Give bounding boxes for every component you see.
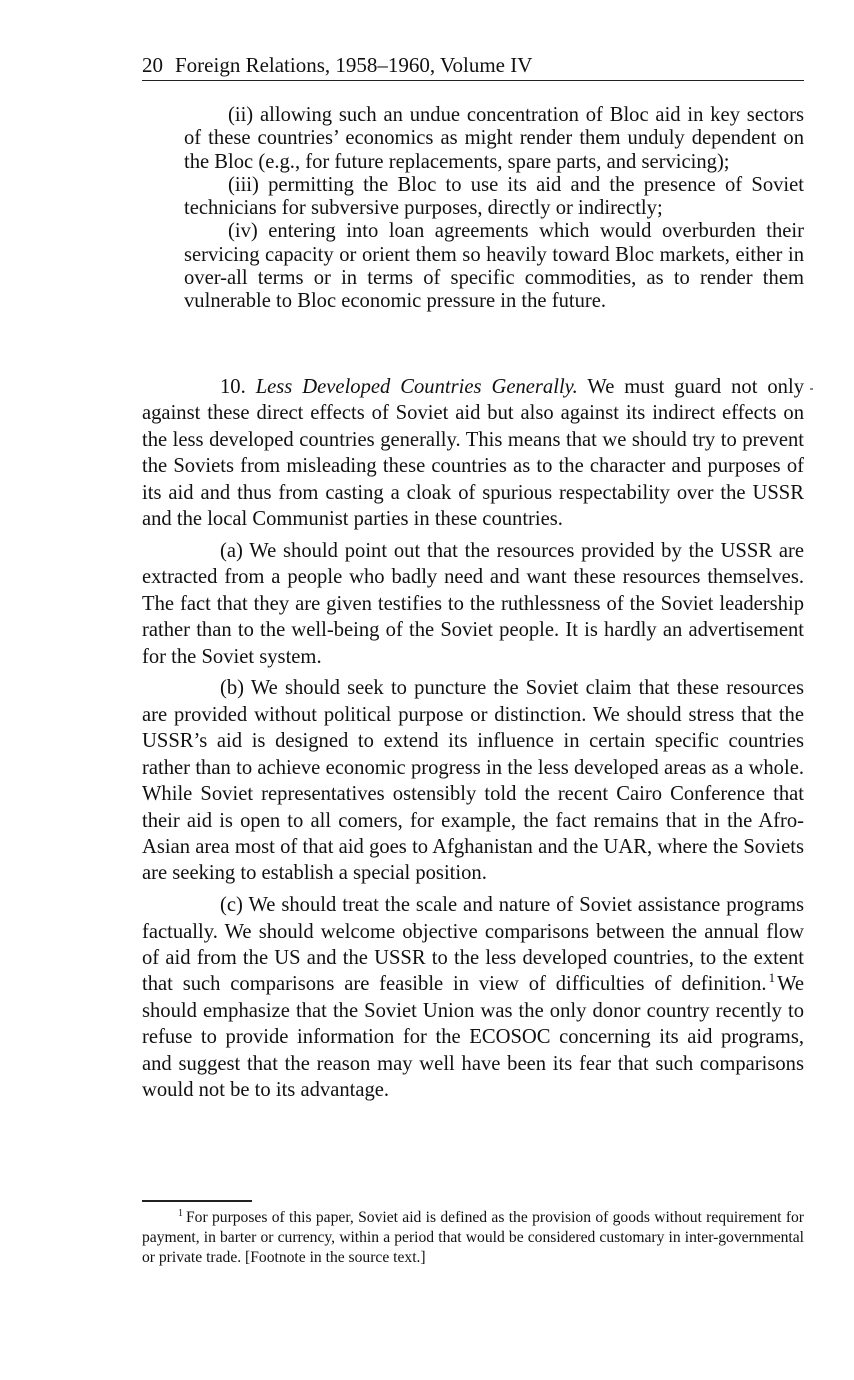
- footnote-divider: [142, 1200, 252, 1202]
- subitem-iii: (iii) permitting the Bloc to use its aid and the presence of Soviet technicians for subversive purposes, directly or indirectly;: [184, 173, 804, 220]
- main-text: [142, 374, 804, 1103]
- running-title: Foreign Relations, 1958–1960, Volume IV: [175, 53, 533, 77]
- section-10-paragraph: [142, 374, 804, 532]
- section-heading: Less Developed Countries Generally.: [255, 376, 578, 398]
- paragraph-c-part-2: We should emphasize that the Soviet Union was the only donor country recently to refuse to provide information for the ECOSOC concerning its aid programs, and suggest that the reason may well have been its fear that such comparisons would not be to its advantage.: [142, 973, 804, 1102]
- paragraph-c: [142, 892, 804, 1103]
- footnote-marker: 1: [178, 1208, 183, 1219]
- scan-mark: [810, 388, 813, 390]
- footnote: [142, 1208, 804, 1269]
- section-10-text: We must guard not only against these direct effects of Soviet aid but also against its indirect effects on the less developed countries generally. This means that we should try to prevent the Soviets from misleading these countries as to the character and purposes of its aid and thus from casting a cloak of spurious respectability over the USSR and the local Communist parties in these countries.: [142, 376, 804, 531]
- section-number: 10.: [220, 376, 246, 398]
- paragraph-c-part-1: (c) We should treat the scale and nature of Soviet assistance programs factually. We should welcome objective comparisons between the annual flow of aid from the US and the USSR to the less developed countries, to the extent that such comparisons are feasible in view of difficulties of definition.: [142, 894, 804, 996]
- subitem-list: [184, 104, 804, 314]
- subitem-iv: (iv) entering into loan agreements which would overburden their servicing capacity or orient them so heavily toward Bloc markets, either in over-all terms or in terms of specific commodities, as to render them vulnerable to Bloc economic pressure in the future.: [184, 220, 804, 313]
- paragraph-a: (a) We should point out that the resources provided by the USSR are extracted from a people who badly need and want these resources themselves. The fact that they are given testifies to the ruthlessness of the Soviet leadership rather than to the well-being of the Soviet people. It is hardly an advertisement for the Soviet system.: [142, 539, 804, 668]
- page-number: 20: [142, 53, 163, 77]
- footnote-text: For purposes of this paper, Soviet aid is defined as the provision of goods without requirement for payment, in barter or currency, within a period that would be considered customary in inter-governmental or private trade. [Footnote in the source text.]: [142, 1209, 804, 1267]
- running-header: [142, 52, 804, 81]
- subitem-ii: (ii) allowing such an undue concentration of Bloc aid in key sectors of these countries’ economics as might render them unduly dependent on the Bloc (e.g., for future replacements, spare parts, and servicing);: [184, 104, 804, 173]
- footnote-reference[interactable]: 1: [768, 970, 776, 986]
- paragraph-b: (b) We should seek to puncture the Soviet claim that these resources are provided without political purpose or distinction. We should stress that the USSR’s aid is designed to extend its influence in certain specific countries rather than to achieve economic progress in the less developed areas as a whole. While Soviet representatives ostensibly told the recent Cairo Conference that their aid is open to all comers, for example, the fact remains that in the Afro-Asian area most of that aid goes to Afghanistan and the UAR, where the Soviets are seeking to establish a special position.: [142, 677, 804, 885]
